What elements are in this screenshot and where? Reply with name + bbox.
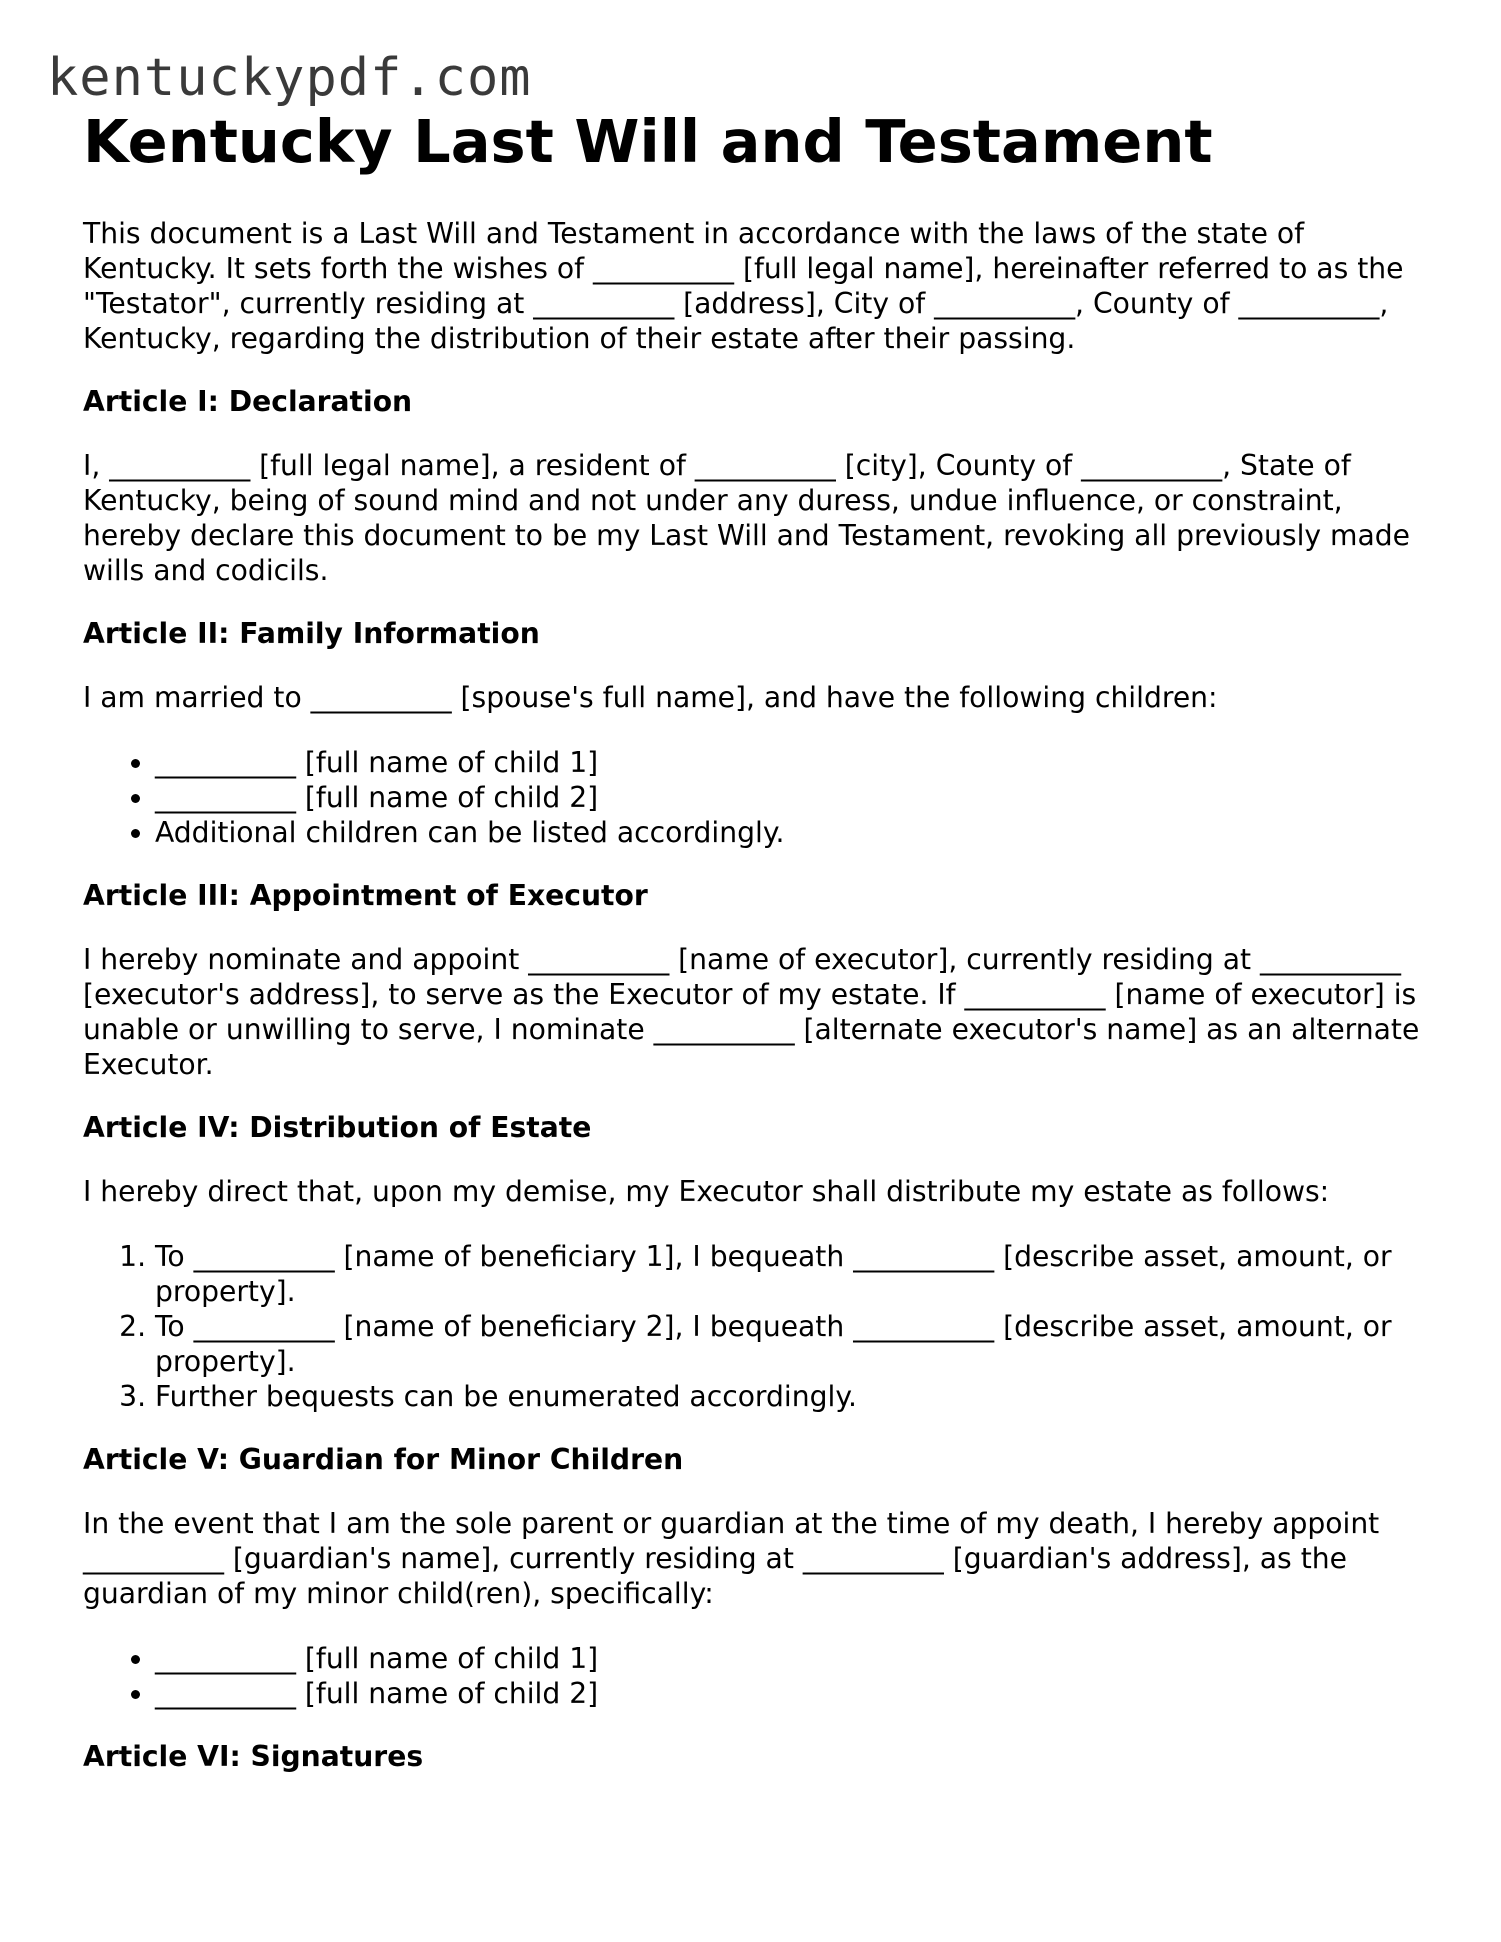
- document-title: Kentucky Last Will and Testament: [83, 107, 1213, 176]
- list-item: • __________ [full name of child 1]: [155, 745, 1428, 780]
- list-item: • Additional children can be listed accordingly.: [155, 815, 1428, 850]
- list-item: 2. To __________ [name of beneficiary 2], I bequeath __________ [describe asset, amount, or property].: [155, 1309, 1428, 1379]
- bequests-list: [83, 1239, 1428, 1414]
- list-item: 3. Further bequests can be enumerated accordingly.: [155, 1379, 1428, 1414]
- article-5-text: In the event that I am the sole parent or guardian at the time of my death, I hereby appoint __________ [guardian's name], currently residing at __________ [guardian's address], as the guardian of my minor child(ren), specifically:: [83, 1507, 1380, 1610]
- document-body: [83, 106, 1428, 1803]
- article-6-heading: Article VI: Signatures: [83, 1740, 424, 1773]
- intro-paragraph: This document is a Last Will and Testament in accordance with the laws of the state of Kentucky. It sets forth the wishes of __________ [full legal name], hereinafter referred to as the "Testator", currently residing at __________ [address], City of __________, County of __________, Kentucky, regarding the distribution of their estate after their passing.: [83, 217, 1404, 355]
- article-3-heading: Article III: Appointment of Executor: [83, 879, 648, 912]
- article-2-text: I am married to __________ [spouse's full name], and have the following children:: [83, 681, 1218, 714]
- article-2-heading: Article II: Family Information: [83, 617, 540, 650]
- list-item: • __________ [full name of child 2]: [155, 780, 1428, 815]
- article-3-text: I hereby nominate and appoint __________ [name of executor], currently residing at __________ [executor's address], to serve as the Executor of my estate. If __________ [name of executor] is unable or unwilling to serve, I nominate __________ [alternate executor's name] as an alternate Executor.: [83, 943, 1420, 1081]
- article-5-heading: Article V: Guardian for Minor Children: [83, 1443, 684, 1476]
- children-list: [83, 745, 1428, 850]
- site-watermark: kentuckypdf.com: [47, 48, 532, 108]
- article-1-text: I, __________ [full legal name], a resident of __________ [city], County of __________, State of Kentucky, being of sound mind and not under any duress, undue influence, or constraint, hereby declare this document to be my Last Will and Testament, revoking all previously made wills and codicils.: [83, 449, 1411, 587]
- article-4-text: I hereby direct that, upon my demise, my Executor shall distribute my estate as follows:: [83, 1175, 1330, 1208]
- article-4-heading: Article IV: Distribution of Estate: [83, 1111, 592, 1144]
- list-item: • __________ [full name of child 2]: [155, 1676, 1428, 1711]
- list-item: 1. To __________ [name of beneficiary 1], I bequeath __________ [describe asset, amount, or property].: [155, 1239, 1428, 1309]
- minor-children-list: [83, 1641, 1428, 1711]
- article-1-heading: Article I: Declaration: [83, 385, 413, 418]
- list-item: • __________ [full name of child 1]: [155, 1641, 1428, 1676]
